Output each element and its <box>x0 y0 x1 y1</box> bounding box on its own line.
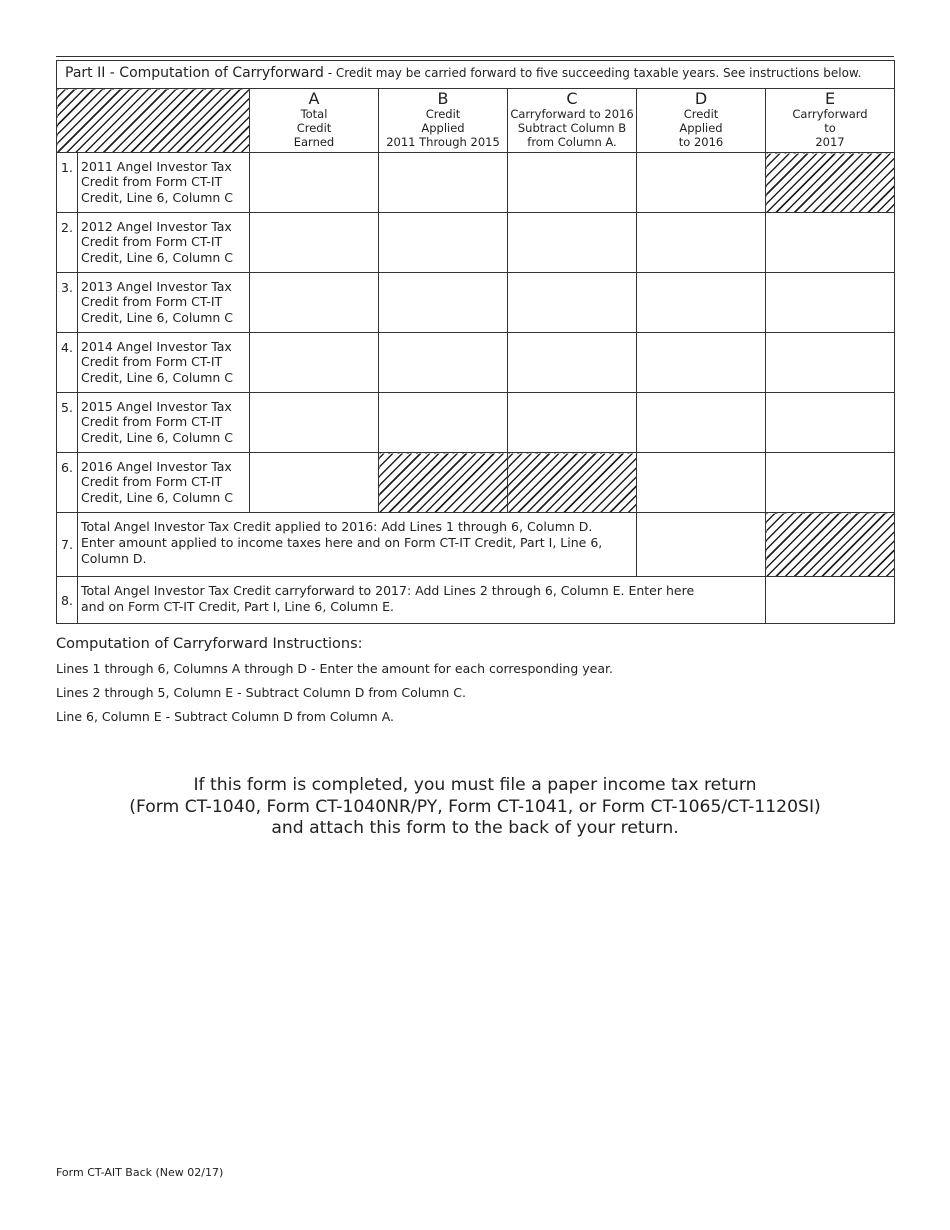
column-c-header <box>508 89 637 153</box>
line-2-column-b-field[interactable] <box>379 213 508 273</box>
line-number: 4. <box>57 333 78 393</box>
line-4-column-a-field[interactable] <box>250 333 379 393</box>
line-description <box>78 577 766 624</box>
line-description <box>78 453 250 513</box>
column-letter: C <box>566 89 578 108</box>
line-description <box>78 153 250 213</box>
line-description <box>78 213 250 273</box>
line-2-column-a-field[interactable] <box>250 213 379 273</box>
instruction-item: Lines 1 through 6, Columns A through D - Enter the amount for each corresponding year. <box>56 661 613 676</box>
column-label-line: to <box>824 121 836 135</box>
line-3-column-a-field[interactable] <box>250 273 379 333</box>
form-footer: Form CT-AIT Back (New 02/17) <box>56 1166 224 1179</box>
line-7-column-e-shaded <box>766 513 895 577</box>
description-line: Credit from Form CT-IT <box>81 414 223 430</box>
column-a-header <box>250 89 379 153</box>
line-2-column-c-field[interactable] <box>508 213 637 273</box>
column-letter: B <box>437 89 449 108</box>
description-line: 2014 Angel Investor Tax <box>81 339 232 354</box>
description-line: Credit, Line 6, Column C <box>81 429 234 445</box>
line-description <box>78 393 250 453</box>
line-number: 2. <box>57 213 78 273</box>
table-row <box>57 513 895 577</box>
column-label-line: Carryforward to 2016 <box>510 107 634 121</box>
description-line: 2015 Angel Investor Tax <box>81 399 232 414</box>
line-1-column-a-field[interactable] <box>250 153 379 213</box>
line-8-column-e-field[interactable] <box>766 577 895 624</box>
line-number: 6. <box>57 453 78 513</box>
line-6-column-c-shaded <box>508 453 637 513</box>
notice-line: If this form is completed, you must file a paper income tax return <box>193 775 757 795</box>
column-label-line: Carryforward <box>792 107 868 121</box>
column-letter: A <box>308 89 320 108</box>
line-1-column-d-field[interactable] <box>637 153 766 213</box>
description-line: Credit, Line 6, Column C <box>81 309 234 325</box>
description-line: Credit from Form CT-IT <box>81 294 223 310</box>
description-line: 2016 Angel Investor Tax <box>81 459 232 474</box>
line-6-column-a-field[interactable] <box>250 453 379 513</box>
line-3-column-b-field[interactable] <box>379 273 508 333</box>
column-label-line: Credit <box>296 121 332 135</box>
line-1-column-c-field[interactable] <box>508 153 637 213</box>
hatched-corner <box>57 89 250 153</box>
description-line: Enter amount applied to income taxes here and on Form CT-IT Credit, Part I, Line 6, <box>81 535 603 550</box>
column-e-header <box>766 89 895 153</box>
description-line: 2012 Angel Investor Tax <box>81 219 232 234</box>
description-line: Credit, Line 6, Column C <box>81 249 234 265</box>
description-line: Credit, Line 6, Column C <box>81 189 234 205</box>
line-number: 7. <box>57 513 78 577</box>
description-line: Credit from Form CT-IT <box>81 474 223 490</box>
instructions-title: Computation of Carryforward Instructions: <box>56 636 363 652</box>
column-label-line: Applied <box>421 121 465 135</box>
column-b-header <box>379 89 508 153</box>
line-6-column-e-field[interactable] <box>766 453 895 513</box>
line-1-column-e-shaded <box>766 153 895 213</box>
description-line: Total Angel Investor Tax Credit carryforward to 2017: Add Lines 2 through 6, Column E. Enter here <box>81 583 695 598</box>
line-6-column-d-field[interactable] <box>637 453 766 513</box>
line-number: 3. <box>57 273 78 333</box>
line-2-column-e-field[interactable] <box>766 213 895 273</box>
column-label-line: Credit <box>425 107 461 121</box>
line-5-column-c-field[interactable] <box>508 393 637 453</box>
line-4-column-b-field[interactable] <box>379 333 508 393</box>
column-d-header <box>637 89 766 153</box>
notice-line: (Form CT-1040, Form CT-1040NR/PY, Form CT-1041, or Form CT-1065/CT-1120SI) <box>129 796 821 817</box>
line-5-column-a-field[interactable] <box>250 393 379 453</box>
line-3-column-e-field[interactable] <box>766 273 895 333</box>
line-6-column-b-shaded <box>379 453 508 513</box>
line-4-column-d-field[interactable] <box>637 333 766 393</box>
description-line: 2011 Angel Investor Tax <box>81 159 232 174</box>
table-row <box>57 333 895 393</box>
column-label-line: Total <box>300 107 328 121</box>
line-number: 5. <box>57 393 78 453</box>
line-description <box>78 333 250 393</box>
description-line: Credit, Line 6, Column C <box>81 369 234 385</box>
column-label-line: Applied <box>679 121 723 135</box>
table-row <box>57 213 895 273</box>
column-label-line: Earned <box>293 135 335 149</box>
line-4-column-c-field[interactable] <box>508 333 637 393</box>
table-row <box>57 453 895 513</box>
description-line: 2013 Angel Investor Tax <box>81 279 232 294</box>
column-letter: D <box>694 89 708 108</box>
table-row <box>57 153 895 213</box>
line-number: 1. <box>57 153 78 213</box>
table-row <box>57 577 895 624</box>
table-row <box>57 273 895 333</box>
column-label-line: Subtract Column B <box>517 121 627 135</box>
line-3-column-d-field[interactable] <box>637 273 766 333</box>
description-line: and on Form CT-IT Credit, Part I, Line 6, Column E. <box>81 599 394 614</box>
column-header-row <box>57 89 895 153</box>
line-5-column-e-field[interactable] <box>766 393 895 453</box>
part-header-row <box>57 61 895 89</box>
instruction-item: Lines 2 through 5, Column E - Subtract Column D from Column C. <box>56 685 466 700</box>
line-description <box>78 513 637 577</box>
line-4-column-e-field[interactable] <box>766 333 895 393</box>
line-3-column-c-field[interactable] <box>508 273 637 333</box>
column-label-line: Credit <box>683 107 719 121</box>
description-line: Total Angel Investor Tax Credit applied to 2016: Add Lines 1 through 6, Column D. <box>81 519 593 534</box>
description-line: Column D. <box>81 551 147 566</box>
line-5-column-b-field[interactable] <box>379 393 508 453</box>
column-letter: E <box>824 89 836 108</box>
instruction-item: Line 6, Column E - Subtract Column D from Column A. <box>56 709 395 724</box>
line-7-column-d-field[interactable] <box>637 513 766 577</box>
line-5-column-d-field[interactable] <box>637 393 766 453</box>
part-heading: Part II - Computation of Carryforward <box>65 65 324 81</box>
line-number: 8. <box>57 577 78 624</box>
column-label-line: 2017 <box>815 135 845 149</box>
description-line: Credit from Form CT-IT <box>81 174 223 190</box>
part-subtitle: - Credit may be carried forward to five succeeding taxable years. See instructions below. <box>323 66 862 80</box>
table-row <box>57 393 895 453</box>
column-label-line: 2011 Through 2015 <box>386 135 500 149</box>
line-1-column-b-field[interactable] <box>379 153 508 213</box>
column-label-line: to 2016 <box>678 135 724 149</box>
notice-line: and attach this form to the back of your return. <box>271 818 679 838</box>
column-label-line: from Column A. <box>527 135 617 149</box>
filing-notice <box>56 775 894 840</box>
description-line: Credit, Line 6, Column C <box>81 489 234 505</box>
line-2-column-d-field[interactable] <box>637 213 766 273</box>
line-description <box>78 273 250 333</box>
part-title <box>57 61 895 89</box>
carryforward-table <box>56 60 895 624</box>
top-rule <box>56 56 894 57</box>
description-line: Credit from Form CT-IT <box>81 234 223 250</box>
description-line: Credit from Form CT-IT <box>81 354 223 370</box>
